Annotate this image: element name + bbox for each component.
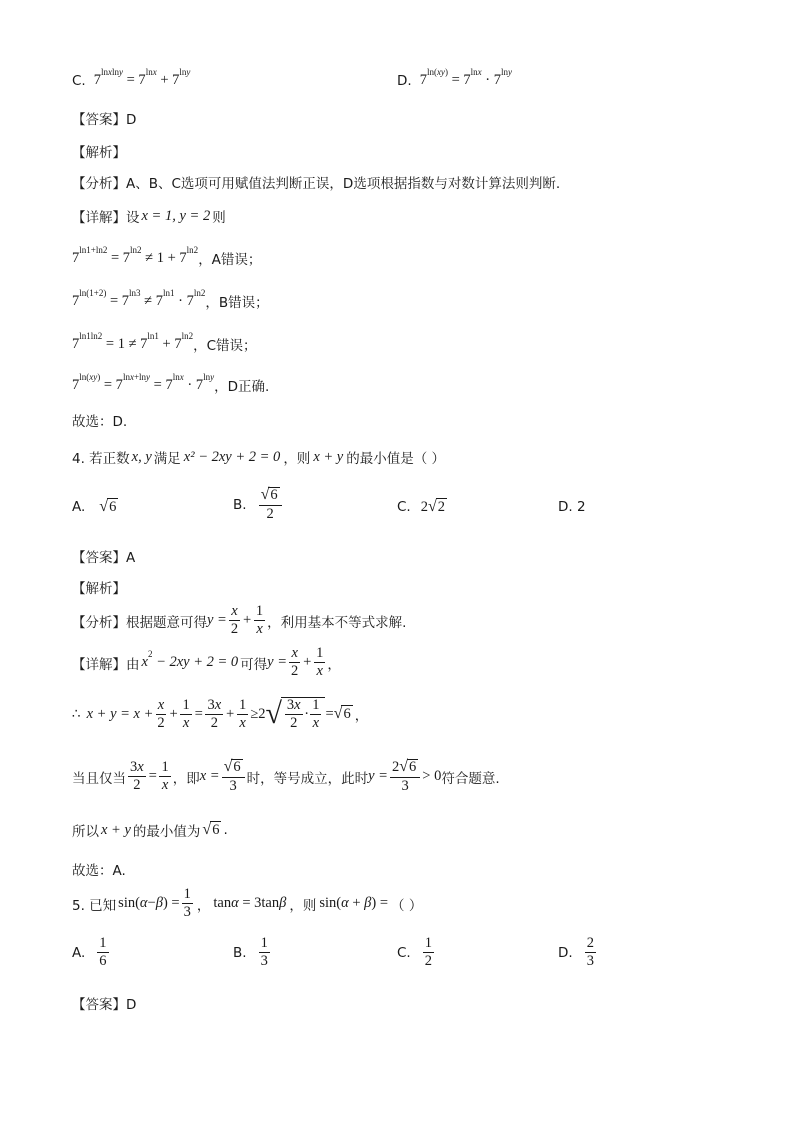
q4-fenxi: 【分析】根据题意可得 y = $\frac{x}{2}$ + $\frac{1}{x}$ ，利用基本不等式求解. <box>72 603 407 638</box>
q3-choose: 故选：D. <box>72 414 128 430</box>
q3-analysis-heading: 【解析】 <box>72 145 126 161</box>
q5-stem: 5. 已知 sin( α − β ) = $\frac{1}{3}$ ， tanα = 3tanβ ，则 sin(α + β) = （ ） <box>72 886 423 921</box>
q3-option-c: C. $7^{lnxlny} = 7^{lnx} + 7^{lny}$ <box>72 67 191 89</box>
q4-equality: 当且仅当 $\frac{3x}{2}$ = $\frac{1}{x}$ ，即 x = √ 6 3 时，等号成立，此时 y = 2 √ 6 3 > 0 符合题意. <box>72 758 500 794</box>
q4-option-d: D. 2 <box>558 499 586 515</box>
q3-option-d-formula: $7^{ln(xy)} = 7^{lnx} \cdot 7^{lny}$ <box>419 67 512 88</box>
q4-detail: 【详解】由 $x^2 - 2xy + 2 = 0$ 可得 y = $\frac{x}{2}$ + $\frac{1}{x}$ ， <box>72 645 341 680</box>
q3-option-c-formula: $7^{lnxlny} = 7^{lnx} + 7^{lny}$ <box>93 67 191 88</box>
q3-detail-set: x = 1, y = 2 <box>141 207 211 224</box>
q4-option-a: A. √ 6 <box>72 498 117 515</box>
q4-answer: 【答案】A <box>72 550 136 566</box>
q3-answer: 【答案】D <box>72 112 137 128</box>
q4-stem: 4. 若正数 x, y 满足 x² − 2xy + 2 = 0 ，则 x + y 的最小值是（ ） <box>72 448 446 467</box>
q3-line-b: $7^{ln(1+2)} = 7^{ln3} \ne 7^{ln1} \cdot 7^{ln2}$ ，B错误； <box>72 287 269 311</box>
q5-answer: 【答案】D <box>72 997 137 1013</box>
q4-analysis-heading: 【解析】 <box>72 581 126 597</box>
q3-line-c: $7^{ln1ln2} = 1 \ne 7^{ln1} + 7^{ln2}$ ，C错误； <box>72 330 257 354</box>
q5-option-c: C. $\frac{1}{2}$ <box>397 935 432 970</box>
q3-fenxi: 【分析】A、B、C选项可用赋值法判断正误，D选项根据指数与对数计算法则判断. <box>72 176 561 192</box>
q4-choose: 故选：A. <box>72 863 126 879</box>
q4-minimum: 所以 x + y 的最小值为 √ 6 . <box>72 821 228 840</box>
q3-line-d: $7^{ln(xy)} = 7^{lnx+lny} = 7^{lnx} \cdot 7^{lny}$ ，D正确. <box>72 371 270 395</box>
q5-option-b: B. $\frac{1}{3}$ <box>233 935 268 970</box>
q3-option-d: D. $7^{ln(xy)} = 7^{lnx} \cdot 7^{lny}$ <box>397 67 512 89</box>
q3-detail: 【详解】设 x = 1, y = 2 则 <box>72 207 226 226</box>
q5-option-d: D. $\frac{2}{3}$ <box>558 935 594 970</box>
q4-inequality: ∴ x + y = x + $\frac{x}{2}$ + $\frac{1}{x}$ = $\frac{3x}{2}$ + $\frac{1}{x}$ ≥ 2 √ $\frac{3x}{2}$ · $\frac{1}{x}$ = √ 6 ， <box>72 696 369 732</box>
q4-option-c: C. 2 √ 2 <box>397 498 445 515</box>
q5-option-a: A. $\frac{1}{6}$ <box>72 935 107 970</box>
q4-option-b: B. √ 6 2 <box>233 487 284 522</box>
q3-line-a: $7^{ln1+ln2} = 7^{ln2} \ne 1 + 7^{ln2}$ ，A错误； <box>72 244 262 268</box>
